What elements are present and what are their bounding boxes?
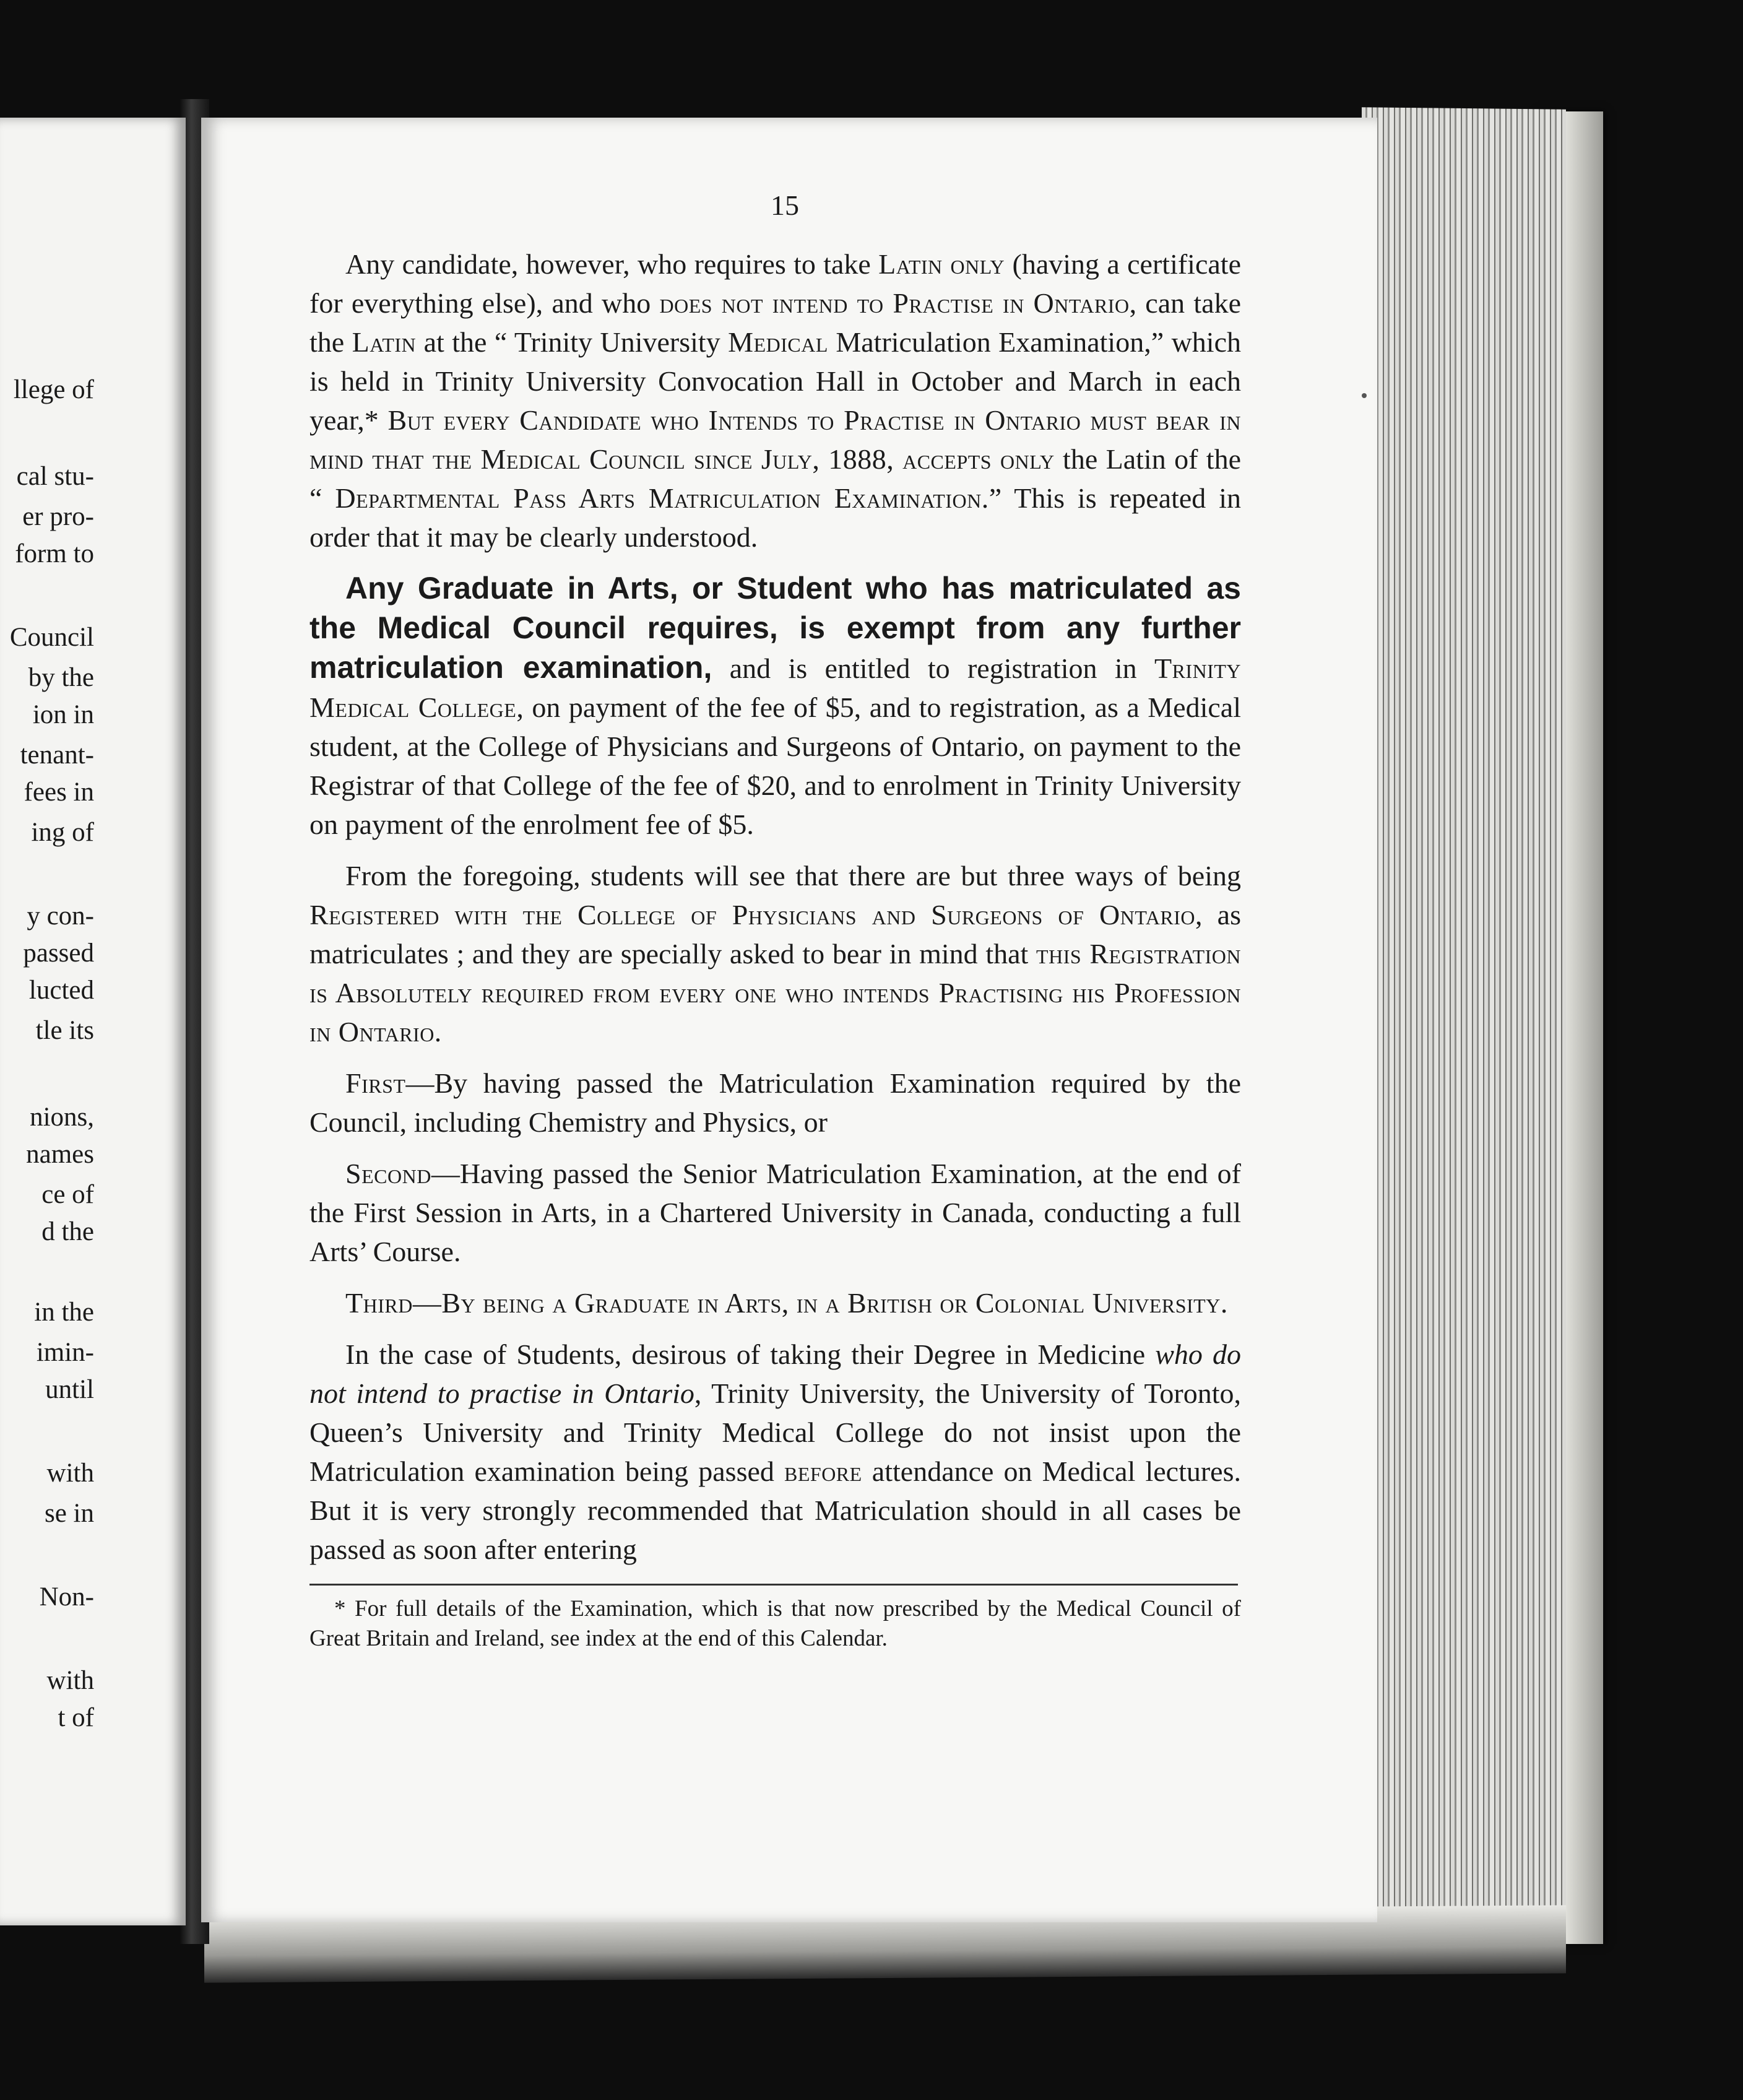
left-page-fragment: y con- (27, 901, 94, 931)
left-page-fragment: tenant- (20, 740, 94, 770)
left-page-fragment: imin- (36, 1338, 94, 1367)
left-page-fragment: passed (23, 939, 94, 968)
paragraph-not-practising: In the case of Students, desirous of taking their Degree in Medicine who do not intend to practise in Ontario, Trinity University, the University of Toronto, Queen’s University and Trinity Medical College do not insist upon the Matriculation examination being passed before attendance on Medical lectures. But it is very strongly recommended that Matriculation should in all cases be passed as soon after entering (309, 1339, 1242, 1565)
page-number: 15 (771, 189, 799, 221)
footnote-rule (309, 1584, 1238, 1586)
left-page-fragment: cal stu- (16, 462, 94, 491)
left-page-fragment: er pro- (22, 502, 94, 531)
left-page-fragment: fees in (24, 778, 94, 807)
paragraph-second-way: Second—Having passed the Senior Matriculation Examination, at the end of the First Session in Arts, in a Chartered University in Canada, conducting a full Arts’ Course. (309, 1158, 1241, 1267)
paragraph-latin-only: Any candidate, however, who requires to take Latin only (having a certificate for everything else), and who does not intend to Practise in Ontario, can take the Latin at the “ Trinity University Medical Matriculation Examination,” which is held in Trinity University Convocation Hall in October and March in each year,* But every Candidate who Intends to Practise in Ontario must bear in mind that the Medical Council since July, 1888, accepts only the Latin of the “ Departmental Pass Arts Matriculation Examination.” This is repeated in order that it may be clearly understood. (309, 248, 1242, 553)
page-text (309, 186, 1241, 1654)
left-page-fragment: with (46, 1666, 94, 1695)
left-page-fragment: Non- (39, 1582, 94, 1612)
speck-mark (1362, 393, 1367, 398)
left-page-fragment: names (26, 1140, 94, 1169)
left-page-fragment: ing of (31, 818, 94, 847)
paragraph-graduate-exempt: Any Graduate in Arts, or Student who has matriculated as the Medical Council requires, is exempt from any further matriculation examination, and is entitled to registration in Trinity Medical College, on payment of the fee of $5, and to registration, as a Medical student, at the College of Physicians and Surgeons of Ontario, on payment to the Registrar of that College of the fee of $20, and to enrolment in Trinity University on payment of the enrolment fee of $5. (309, 571, 1241, 840)
paragraph-third-way: Third—By being a Graduate in Arts, in a British or Colonial University. (345, 1287, 1228, 1319)
left-page-fragment: form to (15, 539, 94, 568)
paragraph-first-way: First—By having passed the Matriculation Examination required by the Council, including Chemistry and Physics, or (309, 1067, 1241, 1138)
left-page-fragment: until (45, 1375, 94, 1404)
page-edges (1362, 107, 1566, 1942)
left-page-fragment: tle its (35, 1016, 94, 1045)
left-page-fragment: d the (41, 1217, 94, 1246)
left-page-fragment: t of (58, 1703, 94, 1732)
left-page-fragment: Council (9, 623, 94, 652)
left-page-fragment: in the (34, 1298, 94, 1327)
left-page-fragment: se in (44, 1499, 94, 1528)
left-page-fragment: ce of (41, 1180, 94, 1209)
left-page-fragment: with (46, 1459, 94, 1488)
left-page-fragment: lucted (28, 976, 94, 1005)
footnote: * For full details of the Examination, which is that now prescribed by the Medical Council of Great Britain and Ireland, see index at the end of this Calendar. (309, 1596, 1241, 1651)
paragraph-three-ways: From the foregoing, students will see that there are but three ways of being Registered with the College of Physicians and Surgeons of Ontario, as matriculates ; and they are specially asked to bear in mind that this Registration is Absolutely required from every one who intends Practising his Profession in Ontario. (309, 860, 1241, 1048)
left-page-fragment: llege of (13, 375, 94, 404)
left-page-fragment: ion in (32, 700, 94, 729)
left-page-fragment: by the (28, 663, 94, 692)
left-page-fragment: nions, (30, 1103, 94, 1132)
left-page (0, 118, 186, 1925)
